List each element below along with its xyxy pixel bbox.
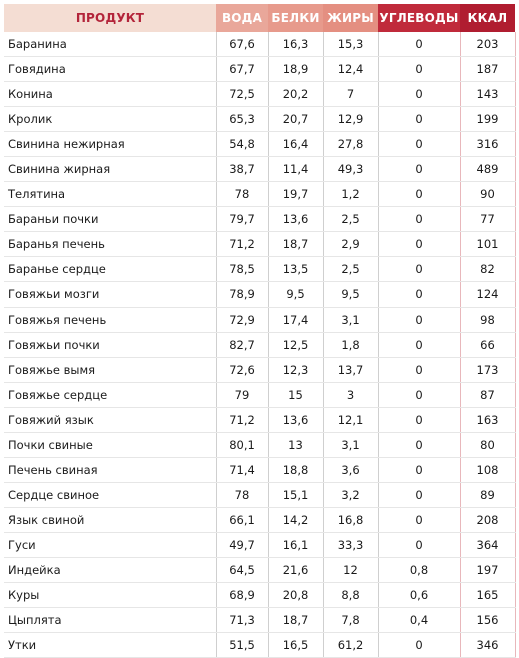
cell-carbs: 0 [378, 157, 460, 182]
cell-kcal: 489 [460, 157, 515, 182]
cell-water: 72,5 [216, 82, 268, 107]
cell-kcal: 208 [460, 507, 515, 532]
table-row [4, 407, 515, 432]
table-row [4, 432, 515, 457]
table-row [4, 32, 515, 57]
table-row [4, 507, 515, 532]
cell-product: Кролик [4, 107, 216, 132]
cell-carbs: 0 [378, 307, 460, 332]
table-row [4, 282, 515, 307]
cell-kcal: 77 [460, 207, 515, 232]
cell-protein: 20,7 [268, 107, 323, 132]
cell-product: Свинина нежирная [4, 132, 216, 157]
cell-kcal: 101 [460, 232, 515, 257]
table-row [4, 457, 515, 482]
cell-protein: 14,2 [268, 507, 323, 532]
cell-carbs: 0 [378, 357, 460, 382]
cell-water: 71,3 [216, 608, 268, 633]
cell-water: 71,4 [216, 457, 268, 482]
cell-fat: 3 [323, 382, 378, 407]
cell-kcal: 156 [460, 608, 515, 633]
cell-fat: 12,9 [323, 107, 378, 132]
cell-kcal: 364 [460, 532, 515, 557]
header-carbs: УГЛЕВОДЫ [378, 4, 460, 32]
header-row [4, 4, 515, 32]
cell-kcal: 165 [460, 583, 515, 608]
cell-protein: 18,7 [268, 232, 323, 257]
cell-product: Утки [4, 633, 216, 658]
cell-product: Говяжьи мозги [4, 282, 216, 307]
table-row [4, 207, 515, 232]
cell-kcal: 87 [460, 382, 515, 407]
cell-water: 51,5 [216, 633, 268, 658]
cell-protein: 20,2 [268, 82, 323, 107]
table-row [4, 583, 515, 608]
cell-protein: 15,1 [268, 482, 323, 507]
cell-fat: 2,5 [323, 257, 378, 282]
cell-water: 38,7 [216, 157, 268, 182]
header-product: ПРОДУКТ [4, 4, 216, 32]
cell-fat: 16,8 [323, 507, 378, 532]
cell-fat: 7 [323, 82, 378, 107]
cell-protein: 9,5 [268, 282, 323, 307]
cell-carbs: 0 [378, 182, 460, 207]
table-row [4, 107, 515, 132]
cell-water: 65,3 [216, 107, 268, 132]
cell-fat: 3,2 [323, 482, 378, 507]
cell-fat: 3,1 [323, 432, 378, 457]
cell-kcal: 197 [460, 557, 515, 582]
cell-product: Цыплята [4, 608, 216, 633]
cell-fat: 33,3 [323, 532, 378, 557]
cell-product: Баранина [4, 32, 216, 57]
table-row [4, 182, 515, 207]
cell-protein: 19,7 [268, 182, 323, 207]
cell-product: Конина [4, 82, 216, 107]
cell-protein: 12,5 [268, 332, 323, 357]
cell-kcal: 346 [460, 633, 515, 658]
cell-product: Сердце свиное [4, 482, 216, 507]
cell-water: 72,6 [216, 357, 268, 382]
cell-carbs: 0 [378, 107, 460, 132]
table-row [4, 532, 515, 557]
cell-fat: 2,5 [323, 207, 378, 232]
table-row [4, 357, 515, 382]
cell-carbs: 0,8 [378, 557, 460, 582]
cell-carbs: 0 [378, 432, 460, 457]
cell-product: Говяжья печень [4, 307, 216, 332]
cell-fat: 61,2 [323, 633, 378, 658]
cell-protein: 13,5 [268, 257, 323, 282]
cell-product: Печень свиная [4, 457, 216, 482]
cell-protein: 16,4 [268, 132, 323, 157]
cell-carbs: 0 [378, 457, 460, 482]
cell-protein: 17,4 [268, 307, 323, 332]
cell-protein: 18,7 [268, 608, 323, 633]
cell-water: 66,1 [216, 507, 268, 532]
header-protein: БЕЛКИ [268, 4, 323, 32]
cell-protein: 20,8 [268, 583, 323, 608]
cell-kcal: 199 [460, 107, 515, 132]
cell-fat: 49,3 [323, 157, 378, 182]
cell-water: 49,7 [216, 532, 268, 557]
table-row [4, 332, 515, 357]
cell-fat: 12,4 [323, 57, 378, 82]
cell-kcal: 82 [460, 257, 515, 282]
table-row [4, 633, 515, 658]
cell-product: Баранье сердце [4, 257, 216, 282]
cell-kcal: 316 [460, 132, 515, 157]
cell-water: 71,2 [216, 407, 268, 432]
header-water: ВОДА [216, 4, 268, 32]
cell-water: 79 [216, 382, 268, 407]
cell-water: 68,9 [216, 583, 268, 608]
nutrition-table [4, 4, 516, 658]
cell-protein: 13,6 [268, 407, 323, 432]
cell-fat: 12 [323, 557, 378, 582]
cell-water: 71,2 [216, 232, 268, 257]
table-row [4, 157, 515, 182]
table-body [4, 32, 515, 658]
cell-carbs: 0 [378, 82, 460, 107]
cell-fat: 15,3 [323, 32, 378, 57]
header-fat: ЖИРЫ [323, 4, 378, 32]
cell-carbs: 0 [378, 32, 460, 57]
cell-kcal: 187 [460, 57, 515, 82]
cell-kcal: 90 [460, 182, 515, 207]
cell-product: Куры [4, 583, 216, 608]
cell-fat: 1,2 [323, 182, 378, 207]
cell-fat: 13,7 [323, 357, 378, 382]
cell-product: Говяжье вымя [4, 357, 216, 382]
cell-carbs: 0 [378, 482, 460, 507]
cell-fat: 9,5 [323, 282, 378, 307]
cell-protein: 12,3 [268, 357, 323, 382]
cell-fat: 3,1 [323, 307, 378, 332]
table-row [4, 257, 515, 282]
cell-carbs: 0 [378, 232, 460, 257]
table-row [4, 82, 515, 107]
cell-product: Говяжье сердце [4, 382, 216, 407]
table-row [4, 57, 515, 82]
cell-product: Свинина жирная [4, 157, 216, 182]
cell-protein: 16,5 [268, 633, 323, 658]
table-row [4, 132, 515, 157]
cell-fat: 1,8 [323, 332, 378, 357]
cell-carbs: 0 [378, 382, 460, 407]
cell-kcal: 203 [460, 32, 515, 57]
cell-fat: 8,8 [323, 583, 378, 608]
cell-kcal: 124 [460, 282, 515, 307]
cell-water: 78 [216, 482, 268, 507]
cell-carbs: 0 [378, 507, 460, 532]
cell-carbs: 0 [378, 532, 460, 557]
table-row [4, 382, 515, 407]
cell-fat: 2,9 [323, 232, 378, 257]
cell-water: 67,7 [216, 57, 268, 82]
cell-fat: 7,8 [323, 608, 378, 633]
cell-water: 79,7 [216, 207, 268, 232]
cell-product: Индейка [4, 557, 216, 582]
cell-product: Язык свиной [4, 507, 216, 532]
cell-protein: 11,4 [268, 157, 323, 182]
cell-kcal: 80 [460, 432, 515, 457]
cell-water: 78,5 [216, 257, 268, 282]
cell-carbs: 0 [378, 57, 460, 82]
table-row [4, 307, 515, 332]
cell-kcal: 173 [460, 357, 515, 382]
cell-kcal: 108 [460, 457, 515, 482]
cell-carbs: 0,6 [378, 583, 460, 608]
cell-water: 64,5 [216, 557, 268, 582]
cell-kcal: 163 [460, 407, 515, 432]
cell-water: 78 [216, 182, 268, 207]
table-row [4, 557, 515, 582]
cell-carbs: 0 [378, 332, 460, 357]
cell-water: 78,9 [216, 282, 268, 307]
cell-water: 54,8 [216, 132, 268, 157]
table-row [4, 608, 515, 633]
cell-protein: 18,8 [268, 457, 323, 482]
cell-kcal: 98 [460, 307, 515, 332]
cell-protein: 15 [268, 382, 323, 407]
cell-fat: 3,6 [323, 457, 378, 482]
cell-product: Почки свиные [4, 432, 216, 457]
cell-product: Баранья печень [4, 232, 216, 257]
header-kcal: ККАЛ [460, 4, 515, 32]
table-row [4, 482, 515, 507]
cell-product: Бараньи почки [4, 207, 216, 232]
cell-carbs: 0,4 [378, 608, 460, 633]
cell-product: Говяжий язык [4, 407, 216, 432]
cell-fat: 27,8 [323, 132, 378, 157]
cell-product: Телятина [4, 182, 216, 207]
cell-protein: 18,9 [268, 57, 323, 82]
cell-carbs: 0 [378, 257, 460, 282]
cell-water: 80,1 [216, 432, 268, 457]
cell-carbs: 0 [378, 132, 460, 157]
cell-protein: 16,3 [268, 32, 323, 57]
cell-protein: 13,6 [268, 207, 323, 232]
cell-water: 82,7 [216, 332, 268, 357]
cell-kcal: 66 [460, 332, 515, 357]
cell-protein: 13 [268, 432, 323, 457]
cell-product: Говяжьи почки [4, 332, 216, 357]
cell-carbs: 0 [378, 407, 460, 432]
cell-carbs: 0 [378, 633, 460, 658]
cell-product: Говядина [4, 57, 216, 82]
cell-product: Гуси [4, 532, 216, 557]
cell-fat: 12,1 [323, 407, 378, 432]
cell-kcal: 143 [460, 82, 515, 107]
cell-water: 72,9 [216, 307, 268, 332]
cell-water: 67,6 [216, 32, 268, 57]
cell-protein: 16,1 [268, 532, 323, 557]
cell-protein: 21,6 [268, 557, 323, 582]
nutrition-table-container [4, 4, 515, 658]
cell-carbs: 0 [378, 207, 460, 232]
cell-kcal: 89 [460, 482, 515, 507]
table-row [4, 232, 515, 257]
cell-carbs: 0 [378, 282, 460, 307]
